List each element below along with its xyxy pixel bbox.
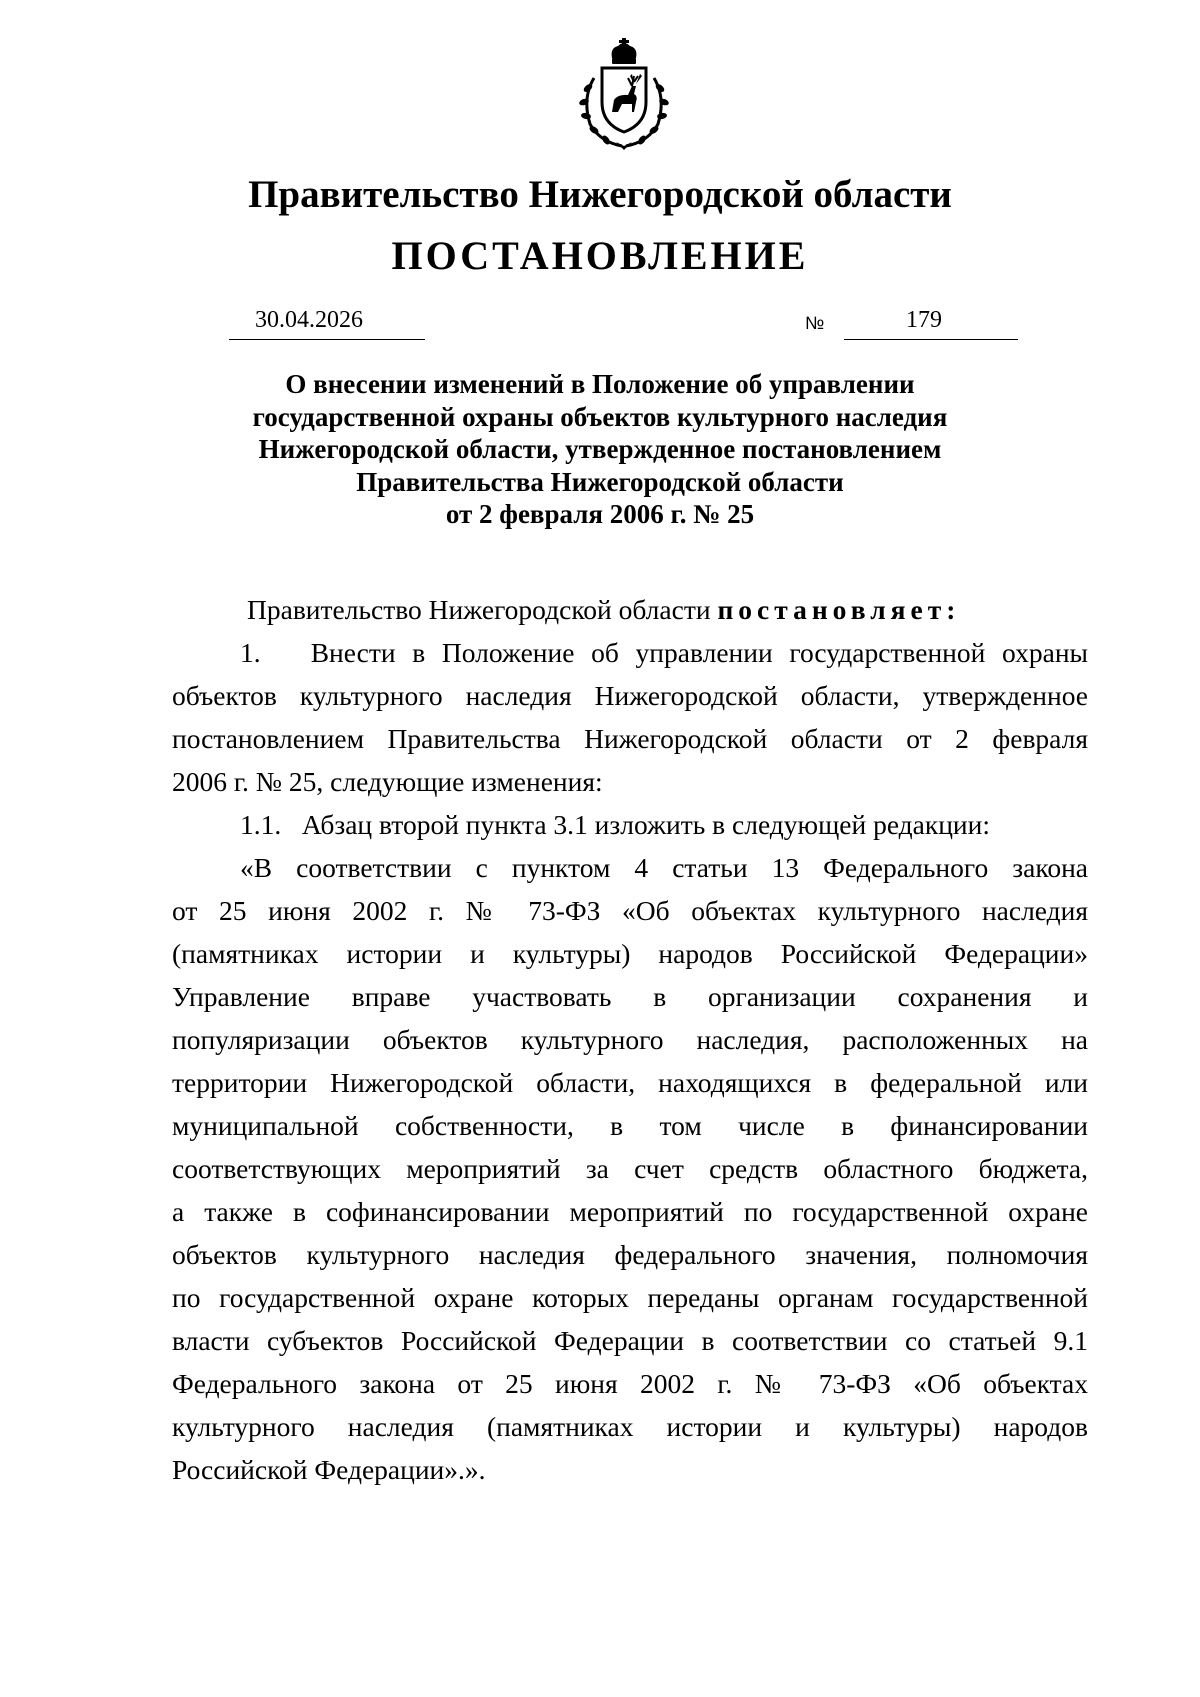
quote-line: Управление вправе участвовать в организации сохранения и — [172, 981, 1088, 1012]
quote-line: а также в софинансировании мероприятий по государственной охране — [172, 1196, 1088, 1227]
paragraph-1-1-line — [240, 805, 1088, 845]
quote-line: по государственной охране которых переданы органам государственной — [172, 1282, 1088, 1313]
document-type: ПОСТАНОВЛЕНИЕ — [391, 233, 809, 278]
quote-line: культурного наследия (памятниках истории и культуры) народов — [172, 1411, 1088, 1442]
subject-line: Правительства Нижегородской области — [356, 466, 844, 497]
number-sign: № — [805, 313, 825, 333]
document-subject — [200, 368, 1000, 531]
quote-line: власти субъектов Российской Федерации в соответствии со статьей 9.1 — [172, 1325, 1088, 1356]
date-field — [229, 305, 425, 340]
quote-line: «В соответствии с пунктом 4 статьи 13 Федерального закона — [240, 852, 1088, 883]
paragraph-1-text: Внести в Положение об управлении государственной охраны — [310, 637, 1089, 668]
document-date: 30.04.2026 — [255, 307, 363, 333]
subject-line: Нижегородской области, утвержденное постановлением — [258, 434, 942, 464]
subject-line: от 2 февраля 2006 г. № 25 — [445, 499, 755, 529]
preamble-line — [247, 590, 1088, 630]
document-number: 179 — [906, 307, 942, 333]
government-title: Правительство Нижегородской области — [248, 173, 952, 216]
coat-of-arms-icon — [572, 38, 676, 150]
paragraph-1-line: 2006 г. № 25, следующие изменения: — [172, 766, 603, 797]
quote-line: популяризации объектов культурного наследия, расположенных на — [172, 1024, 1088, 1055]
paragraph-1-1-number: 1.1. — [240, 809, 282, 840]
paragraph-1-line: постановлением Правительства Нижегородской области от 2 февраля — [172, 723, 1088, 754]
quote-line: Федерального закона от 25 июня 2002 г. № 73-ФЗ «Об объектах — [172, 1368, 1088, 1399]
paragraph-1-line: объектов культурного наследия Нижегородской области, утвержденное — [172, 680, 1088, 711]
number-field — [844, 305, 1018, 340]
subject-line: О внесении изменений в Положение об управлении — [285, 369, 915, 399]
paragraph-1-number: 1. — [240, 637, 261, 668]
quote-line: от 25 июня 2002 г. № 73-ФЗ «Об объектах культурного наследия — [172, 895, 1088, 926]
quote-line: соответствующих мероприятий за счет средств областного бюджета, — [172, 1153, 1088, 1184]
quote-line: муниципальной собственности, в том числе в финансировании — [172, 1110, 1088, 1141]
quote-line: территории Нижегородской области, находящихся в федеральной или — [172, 1067, 1088, 1098]
quote-line: объектов культурного наследия федерального значения, полномочия — [172, 1239, 1088, 1270]
paragraph-1-line — [240, 633, 1088, 673]
preamble-action: постановляет: — [717, 594, 961, 625]
quote-line: Российской Федерации».». — [172, 1454, 486, 1485]
subject-line: государственной охраны объектов культурного наследия — [252, 401, 948, 432]
paragraph-1-1-text: Абзац второй пункта 3.1 изложить в следующей редакции: — [301, 809, 991, 840]
quote-line: (памятниках истории и культуры) народов Российской Федерации» — [172, 938, 1088, 969]
preamble-text: Правительство Нижегородской области — [247, 594, 711, 625]
